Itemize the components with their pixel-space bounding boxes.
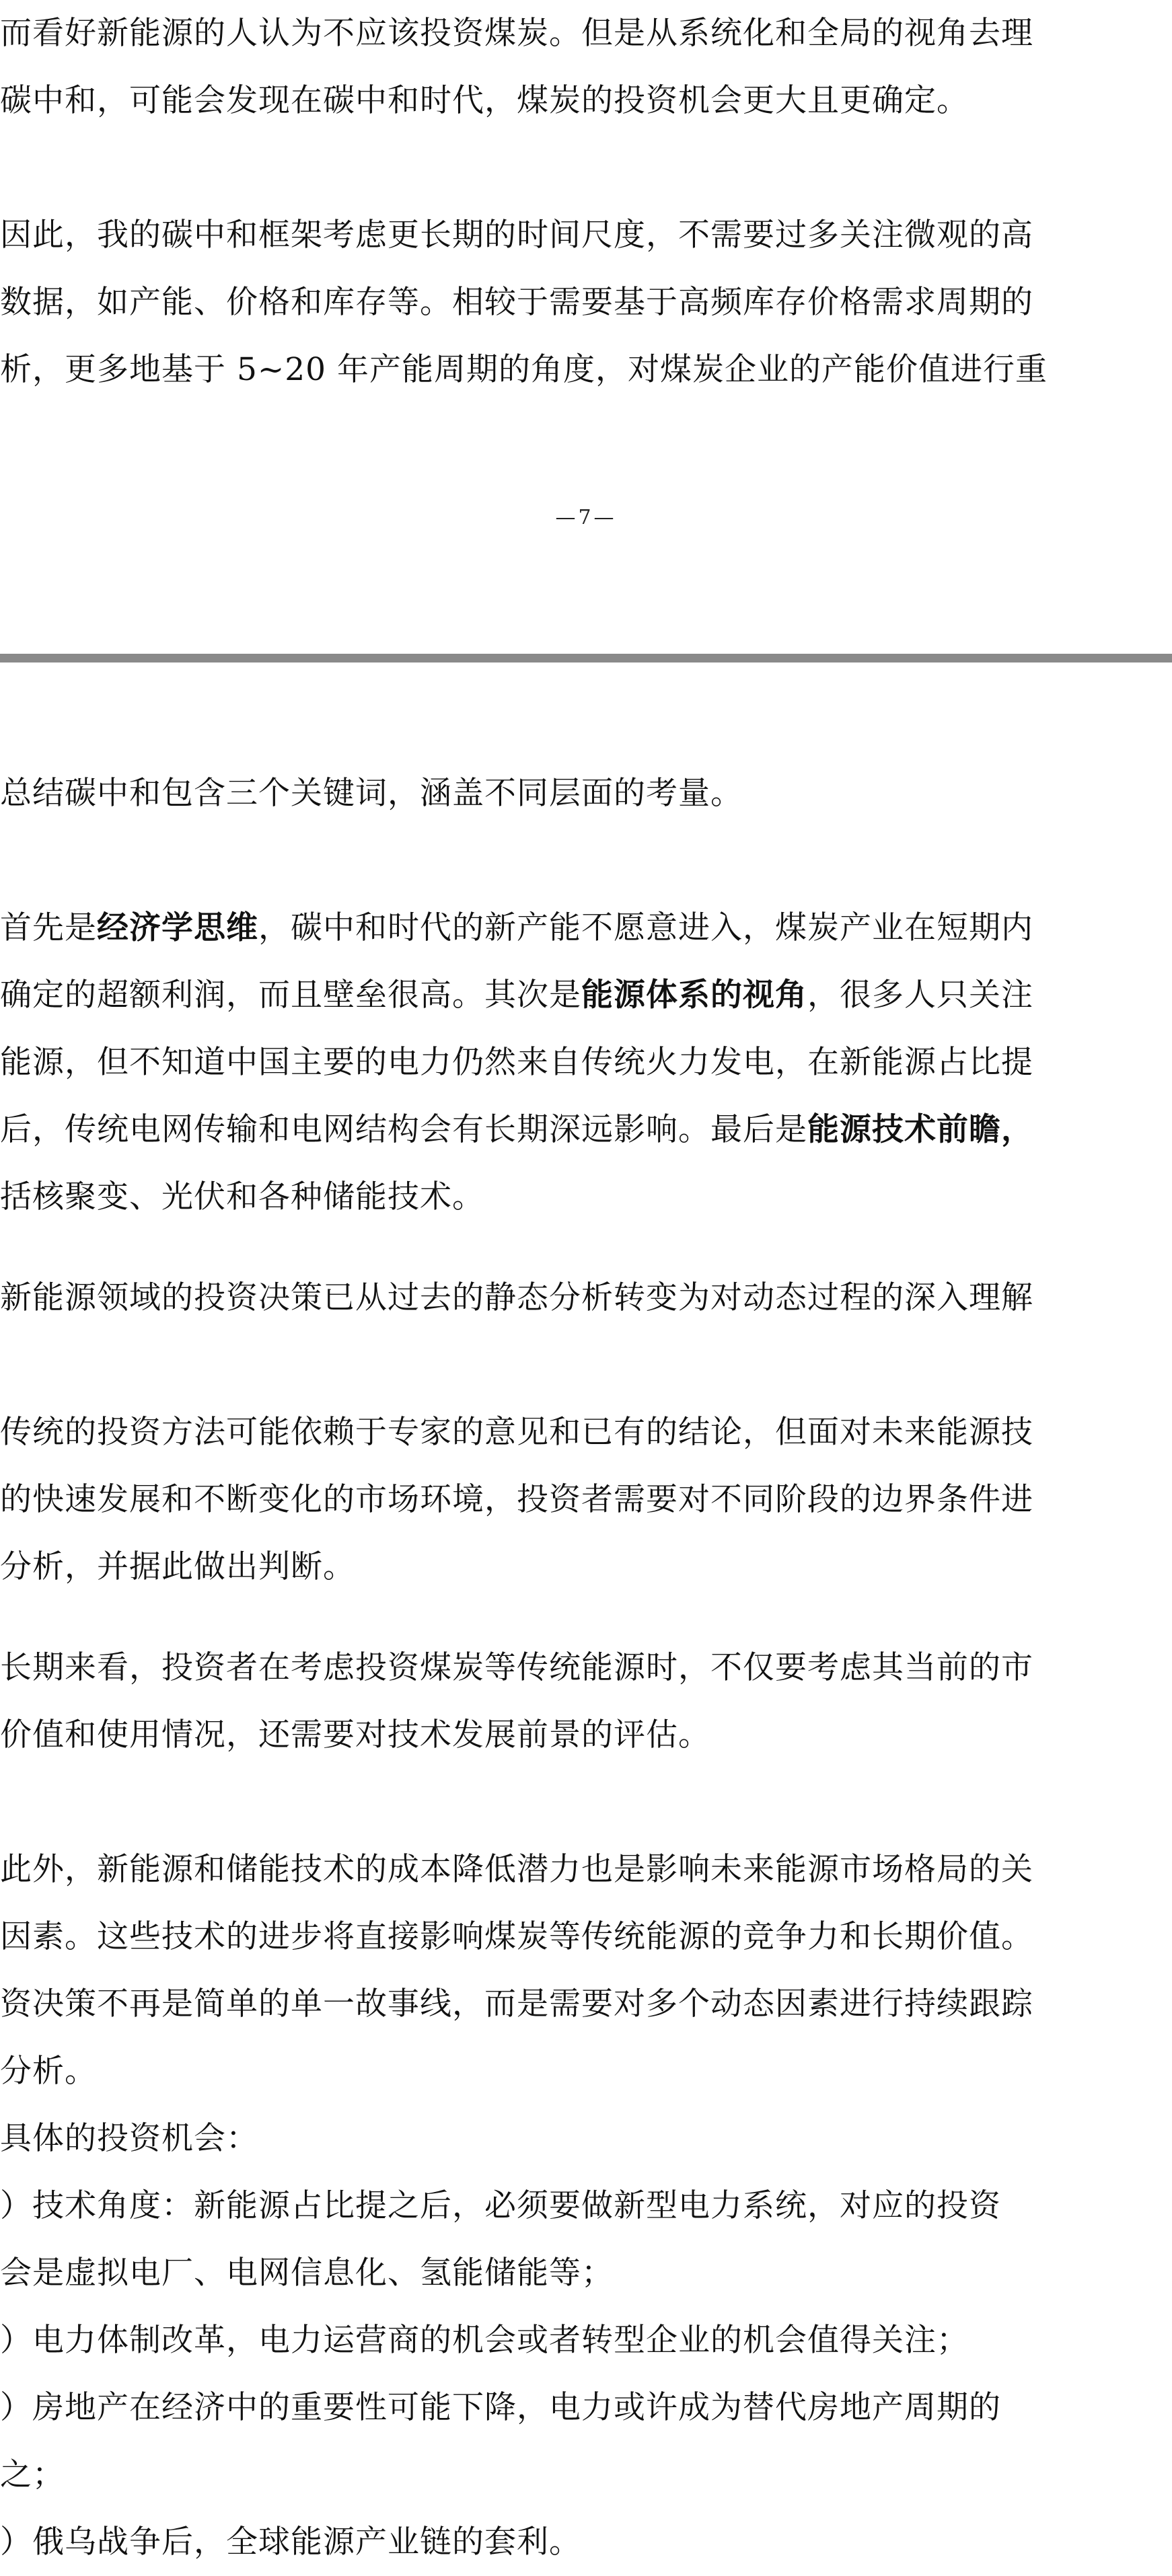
text-line: 资决策不再是简单的单一故事线，而是需要对多个动态因素进行持续跟踪 (0, 1985, 1033, 2022)
text-line: 价值和使用情况，还需要对技术发展前景的评估。 (0, 1716, 710, 1753)
text-line: 数据，如产能、价格和库存等。相较于需要基于高频库存价格需求周期的 (0, 284, 1033, 321)
investment-opportunities-list (0, 2105, 1172, 2576)
paragraph (0, 202, 1172, 404)
list-item: ）房地产在经济中的重要性可能下降，电力或许成为替代房地产周期的 (0, 2389, 1001, 2426)
paragraph (0, 1836, 1172, 2105)
text-line: 此外，新能源和储能技术的成本降低潜力也是影响未来能源市场格局的关 (0, 1851, 1033, 1888)
paragraph (0, 1634, 1172, 1769)
paragraph (0, 1399, 1172, 1601)
paragraph (0, 895, 1172, 1231)
text-line: 总结碳中和包含三个关键词，涵盖不同层面的考量。 (0, 775, 743, 812)
text-line: 确定的超额利润，而且壁垒很高。其次是能源体系的视角，很多人只关注 (0, 977, 1033, 1014)
text-line: 碳中和，可能会发现在碳中和时代，煤炭的投资机会更大且更确定。 (0, 82, 969, 119)
page-divider (0, 654, 1172, 662)
text-line: 因此，我的碳中和框架考虑更长期的时间尺度，不需要过多关注微观的高 (0, 217, 1033, 254)
text-line: 首先是经济学思维，碳中和时代的新产能不愿意进入，煤炭产业在短期内 (0, 909, 1033, 946)
text-line: 能源，但不知道中国主要的电力仍然来自传统火力发电，在新能源占比提 (0, 1044, 1033, 1081)
text-line: 分析。 (0, 2053, 97, 2090)
list-item: ）俄乌战争后，全球能源产业链的套利。 (0, 2524, 581, 2561)
document-page-8 (0, 662, 1172, 2561)
paragraph (0, 1264, 1172, 1332)
text-line: 而看好新能源的人认为不应该投资煤炭。但是从系统化和全局的视角去理 (0, 15, 1033, 52)
paragraph (0, 0, 1172, 135)
text-line: 的快速发展和不断变化的市场环境，投资者需要对不同阶段的边界条件进 (0, 1481, 1033, 1518)
text-line: 新能源领域的投资决策已从过去的静态分析转变为对动态过程的深入理解 (0, 1279, 1033, 1316)
document-page-7 (0, 0, 1172, 656)
list-item: ）电力体制改革，电力运营商的机会或者转型企业的机会值得关注； (0, 2322, 969, 2359)
page-number: —7— (555, 506, 617, 529)
paragraph (0, 760, 1172, 827)
keyword-economics: 经济学思维 (97, 909, 258, 946)
list-item: 之； (0, 2456, 65, 2493)
text-line: 后，传统电网传输和电网结构会有长期深远影响。最后是能源技术前瞻， (0, 1111, 1033, 1148)
keyword-energy-system: 能源体系的视角 (581, 977, 807, 1014)
list-item: 会是虚拟电厂、电网信息化、氢能储能等； (0, 2255, 614, 2291)
text-line: 因素。这些技术的进步将直接影响煤炭等传统能源的竞争力和长期价值。 (0, 1918, 1033, 1955)
keyword-energy-tech: 能源技术前瞻， (807, 1111, 1033, 1148)
text-line: 析，更多地基于 5~20 年产能周期的角度，对煤炭企业的产能价值进行重 (0, 351, 1048, 388)
list-heading: 具体的投资机会： (0, 2120, 258, 2157)
text-line: 传统的投资方法可能依赖于专家的意见和已有的结论，但面对未来能源技 (0, 1414, 1033, 1451)
text-line: 长期来看，投资者在考虑投资煤炭等传统能源时，不仅要考虑其当前的市 (0, 1649, 1033, 1686)
list-item: ）技术角度：新能源占比提之后，必须要做新型电力系统，对应的投资 (0, 2187, 1001, 2224)
text-line: 括核聚变、光伏和各种储能技术。 (0, 1178, 484, 1215)
text-line: 分析，并据此做出判断。 (0, 1548, 355, 1585)
